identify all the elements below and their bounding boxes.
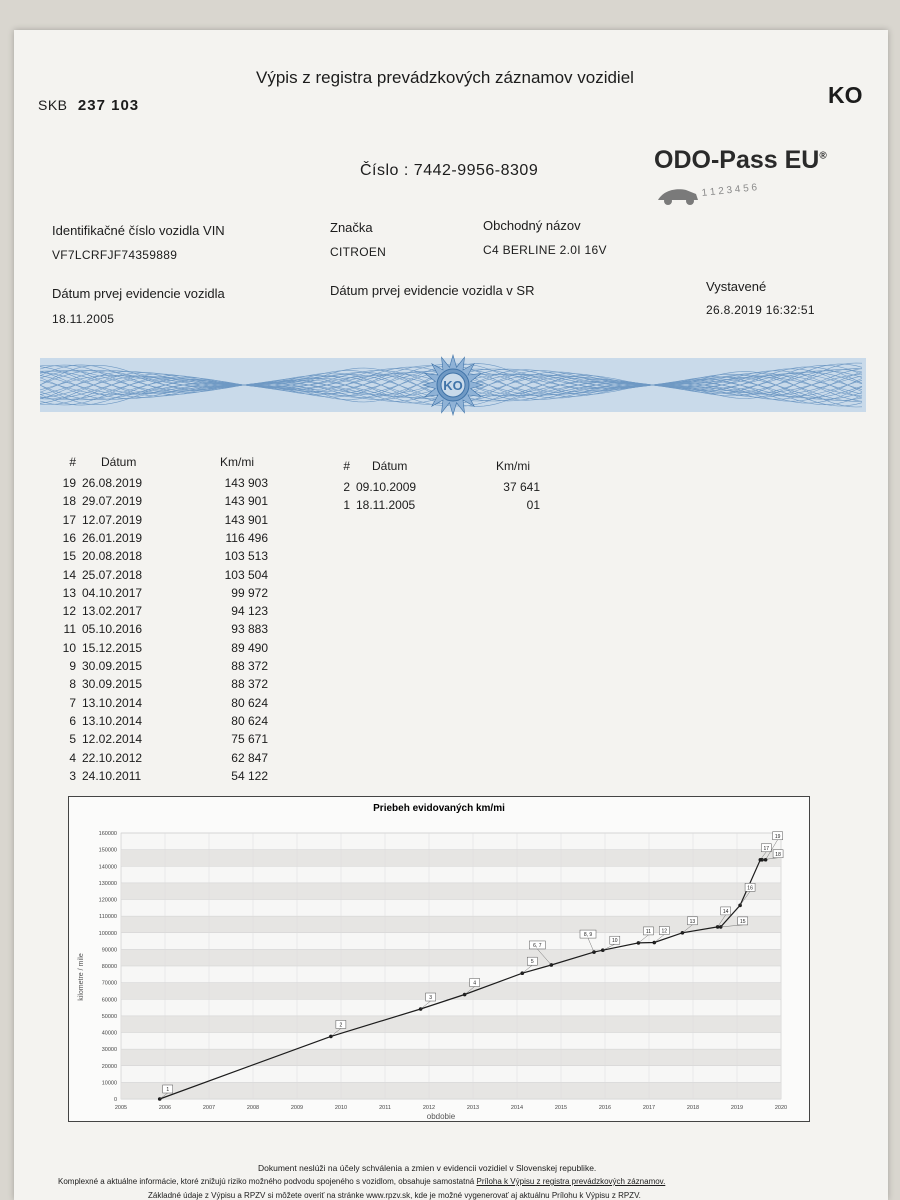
x-tick-label: 2018: [686, 1105, 700, 1111]
header-num: #: [69, 455, 76, 469]
svg-text:1 1 2 3 4 5 6: 1 1 2 3 4 5 6: [701, 182, 758, 199]
document-title: Výpis z registra prevádzkových záznamov vozidiel: [256, 68, 634, 87]
y-tick-label: 90000: [101, 947, 117, 954]
data-label: 1: [166, 1086, 170, 1093]
row-number: 8: [69, 677, 76, 692]
row-date: 26.01.2019: [82, 530, 143, 545]
row-date: 09.10.2009: [356, 480, 417, 494]
row-date: 12.07.2019: [82, 512, 143, 527]
row-date: 12.02.2014: [82, 732, 143, 747]
emblem-text: KO: [443, 378, 463, 393]
row-km: 94 123: [231, 604, 268, 619]
region-code: KO: [828, 82, 863, 108]
row-date: 04.10.2017: [82, 585, 143, 600]
data-label: 3: [429, 995, 433, 1002]
trade-name-label: Obchodný názov: [483, 218, 581, 233]
y-tick-label: 30000: [101, 1047, 117, 1054]
row-date: 13.10.2014: [82, 695, 143, 710]
security-guilloche-banner: [40, 350, 866, 420]
x-tick-label: 2007: [202, 1105, 216, 1111]
y-tick-label: 130000: [98, 880, 117, 887]
x-tick-label: 2011: [379, 1105, 391, 1111]
y-tick-label: 0: [113, 1097, 117, 1103]
row-number: 5: [69, 732, 76, 747]
plate-number: 237 103: [77, 97, 140, 114]
trade-name-value: C4 BERLINE 2.0I 16V: [483, 243, 607, 257]
row-date: 05.10.2016: [82, 622, 143, 637]
header-date: Dátum: [372, 459, 408, 473]
mileage-chart-svg: [69, 797, 809, 1121]
plate-prefix: SKB: [38, 97, 68, 113]
row-number: 9: [69, 659, 76, 673]
grid-band: [121, 949, 781, 966]
row-km: 88 372: [231, 677, 268, 692]
row-date: 15.12.2015: [82, 640, 143, 655]
y-tick-label: 20000: [101, 1063, 117, 1070]
row-date: 13.02.2017: [82, 604, 143, 619]
row-date: 13.10.2014: [82, 713, 143, 728]
data-point: [716, 925, 720, 929]
row-date: 22.10.2012: [82, 750, 143, 765]
license-plate: [38, 97, 139, 114]
x-tick-label: 2006: [158, 1105, 172, 1111]
row-km: 143 901: [224, 512, 268, 527]
x-tick-label: 2010: [334, 1105, 348, 1111]
brand-mark: ®: [819, 150, 827, 162]
y-tick-label: 100000: [98, 930, 117, 937]
row-km: 54 122: [231, 768, 268, 783]
row-number: 15: [62, 549, 76, 564]
row-km: 80 624: [231, 713, 268, 728]
vin-label: Identifikačné číslo vozidla VIN: [52, 223, 225, 238]
footer-appendix-link[interactable]: Príloha k Výpisu z registra prevádzkových záznamov.: [476, 1177, 666, 1186]
first-registration-value: 18.11.2005: [52, 312, 115, 326]
row-number: 19: [62, 476, 76, 490]
data-label: 8, 9: [583, 932, 593, 939]
x-tick-label: 2019: [730, 1105, 744, 1111]
document-number: Číslo : 7442-9956-8309: [360, 162, 539, 179]
row-date: 29.07.2019: [82, 494, 143, 509]
first-registration-sr-label: Dátum prvej evidencie vozidla v SR: [330, 283, 535, 298]
row-number: 13: [62, 585, 76, 600]
make-value: CITROEN: [330, 245, 387, 259]
row-km: 89 490: [231, 640, 268, 655]
row-number: 14: [62, 567, 76, 582]
y-tick-label: 80000: [101, 964, 117, 970]
brand-name: ODO-Pass EU: [654, 146, 820, 174]
chart-ylabel: kilometre / míle: [78, 953, 85, 1001]
row-number: 7: [69, 695, 76, 710]
row-number: 11: [63, 622, 76, 637]
x-tick-label: 2016: [598, 1105, 612, 1111]
row-number: 16: [62, 530, 76, 545]
grid-band: [121, 980, 781, 1000]
data-label: 10: [612, 938, 618, 945]
vin-value: VF7LCRFJF74359889: [52, 248, 178, 262]
row-number: 6: [69, 713, 76, 728]
row-km: 143 903: [224, 476, 268, 490]
odometer-table-left: [56, 455, 276, 785]
data-label: 6, 7: [533, 942, 542, 949]
header-date: Dátum: [101, 455, 137, 469]
row-km: 99 972: [231, 585, 268, 600]
odometer-table-right: [330, 459, 550, 519]
footer-verify: Základné údaje z Výpisu a RPZV si môžete overiť na stránke www.rpzv.sk, kde je možné vygenerovať aj aktuálnu Prílohu k Výpisu z RPZV.: [148, 1191, 641, 1200]
row-date: 20.08.2018: [82, 549, 143, 564]
data-label: 4: [473, 980, 477, 987]
x-tick-label: 2020: [774, 1105, 788, 1111]
row-number: 17: [62, 512, 76, 527]
row-number: 3: [69, 768, 76, 783]
x-tick-label: 2009: [290, 1105, 304, 1111]
row-km: 88 372: [231, 659, 268, 673]
x-tick-label: 2013: [466, 1105, 480, 1111]
row-date: 18.11.2005: [356, 498, 416, 512]
y-tick-label: 60000: [101, 997, 117, 1004]
row-km: 103 513: [224, 549, 268, 564]
row-km: 116 496: [225, 530, 268, 545]
header-km: Km/mi: [220, 455, 254, 469]
chart-xlabel: obdobie: [426, 1112, 456, 1121]
row-km: 80 624: [231, 695, 268, 710]
row-km: 37 641: [503, 480, 540, 494]
row-date: 30.09.2015: [82, 677, 143, 692]
x-tick-label: 2008: [246, 1105, 260, 1111]
y-tick-label: 70000: [101, 980, 117, 987]
footer-disclaimer: Dokument neslúži na účely schválenia a zmien v evidencii vozidiel v Slovenskej republike.: [258, 1163, 597, 1173]
grid-band: [121, 1082, 781, 1099]
grid-band: [121, 883, 781, 900]
row-number: 2: [343, 480, 350, 494]
mileage-chart: [68, 796, 810, 1122]
row-km: 103 504: [224, 567, 268, 582]
row-number: 10: [62, 640, 76, 655]
data-label: 16: [747, 885, 753, 892]
header-num: #: [343, 459, 350, 473]
grid-band: [121, 1049, 781, 1066]
row-number: 1: [343, 498, 350, 512]
chart-title: Priebeh evidovaných km/mi: [373, 803, 505, 814]
x-tick-label: 2015: [554, 1105, 568, 1111]
data-label: 18: [775, 851, 781, 858]
car-odometer-logo-icon: [656, 172, 776, 208]
row-km: 01: [526, 498, 540, 512]
emblem-icon: [423, 355, 483, 415]
data-label: 19: [774, 833, 781, 840]
row-date: 24.10.2011: [82, 768, 142, 783]
data-label: 2: [339, 1022, 343, 1029]
data-point: [601, 948, 605, 952]
row-km: 62 847: [231, 750, 268, 765]
data-label: 15: [739, 918, 746, 925]
data-label: 11: [645, 928, 652, 935]
brand-logo: [654, 146, 827, 175]
y-tick-label: 10000: [101, 1080, 117, 1087]
data-label: 14: [722, 908, 729, 915]
y-tick-label: 40000: [101, 1030, 117, 1037]
data-label: 12: [661, 928, 668, 935]
y-tick-label: 50000: [101, 1013, 117, 1020]
y-tick-label: 160000: [98, 831, 117, 837]
row-number: 18: [62, 494, 76, 509]
issued-label: Vystavené: [706, 279, 767, 294]
data-label: 17: [763, 845, 770, 852]
issued-value: 26.8.2019 16:32:51: [706, 303, 815, 317]
y-tick-label: 150000: [98, 847, 117, 854]
row-date: 30.09.2015: [82, 659, 143, 673]
y-tick-label: 120000: [98, 897, 117, 904]
data-label: 5: [530, 959, 534, 966]
row-km: 143 901: [224, 494, 268, 509]
x-tick-label: 2017: [642, 1105, 656, 1111]
row-date: 25.07.2018: [82, 567, 143, 582]
footer-info: [58, 1177, 665, 1186]
y-tick-label: 140000: [98, 864, 117, 871]
first-registration-label: Dátum prvej evidencie vozidla: [52, 286, 225, 301]
grid-band: [121, 1016, 781, 1033]
row-km: 75 671: [231, 732, 268, 747]
row-number: 4: [69, 750, 76, 765]
data-label: 13: [689, 918, 696, 925]
x-tick-label: 2012: [422, 1105, 436, 1111]
header-km: Km/mi: [496, 459, 530, 473]
x-tick-label: 2014: [510, 1105, 524, 1111]
grid-band: [121, 916, 781, 933]
grid-band: [121, 850, 781, 867]
footer-info-text: Komplexné a aktuálne informácie, ktoré znižujú riziko možného podvodu spojeného s vozidlom, obsahuje samostatná: [58, 1177, 475, 1186]
y-tick-label: 110000: [99, 914, 117, 921]
row-km: 93 883: [231, 622, 268, 637]
make-label: Značka: [330, 220, 373, 235]
row-number: 12: [62, 604, 76, 619]
x-tick-label: 2005: [114, 1105, 128, 1111]
row-date: 26.08.2019: [82, 476, 143, 490]
